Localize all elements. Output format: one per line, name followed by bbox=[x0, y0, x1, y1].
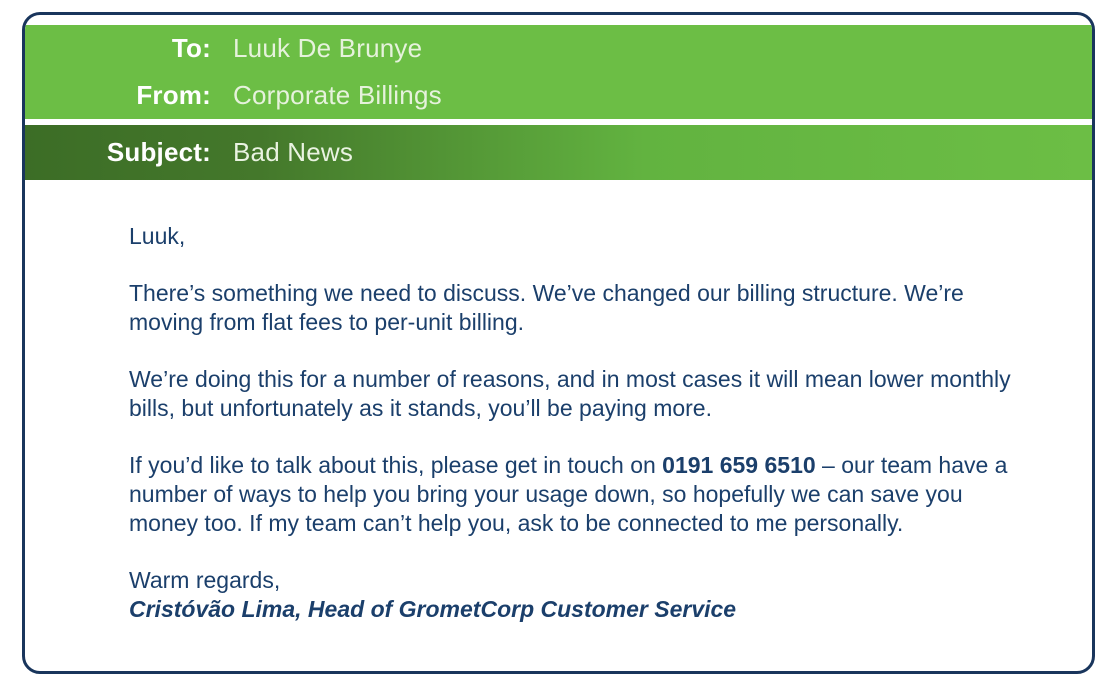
body-greeting: Luuk, bbox=[129, 223, 186, 249]
email-body bbox=[25, 180, 1092, 672]
subject-value: Bad News bbox=[233, 137, 354, 167]
email-card bbox=[22, 12, 1095, 674]
contact-phone-number: 0191 659 6510 bbox=[662, 451, 816, 478]
paragraph-3-text-before-phone: If you’d like to talk about this, please get in touch on bbox=[129, 451, 663, 478]
body-signature: Cristóvão Lima, Head of GrometCorp Customer Service bbox=[129, 595, 737, 622]
email-to-row bbox=[25, 25, 1092, 72]
to-value: Luuk De Brunye bbox=[233, 33, 423, 63]
from-value: Corporate Billings bbox=[233, 80, 442, 110]
paragraph-3-text-after-phone: – our team have a number of ways to help you bring your usage down, so hopefully we can save you money too. If my team can’t help you, ask to be connected to me personally. bbox=[129, 451, 1008, 536]
subject-label: Subject: bbox=[106, 137, 211, 167]
body-closing: Warm regards, bbox=[129, 566, 281, 593]
body-paragraph-2: We’re doing this for a number of reasons, and in most cases it will mean lower monthly bills, but unfortunately as it stands, you’ll be paying more. bbox=[129, 365, 1011, 421]
email-header bbox=[25, 25, 1092, 119]
email-from-row bbox=[25, 72, 1092, 119]
email-subject-row bbox=[25, 125, 1092, 180]
from-label: From: bbox=[136, 80, 211, 110]
to-label: To: bbox=[171, 33, 211, 63]
body-paragraph-1: There’s something we need to discuss. We’ve changed our billing structure. We’re moving from flat fees to per-unit billing. bbox=[129, 279, 964, 335]
body-paragraph-3 bbox=[129, 451, 1032, 538]
